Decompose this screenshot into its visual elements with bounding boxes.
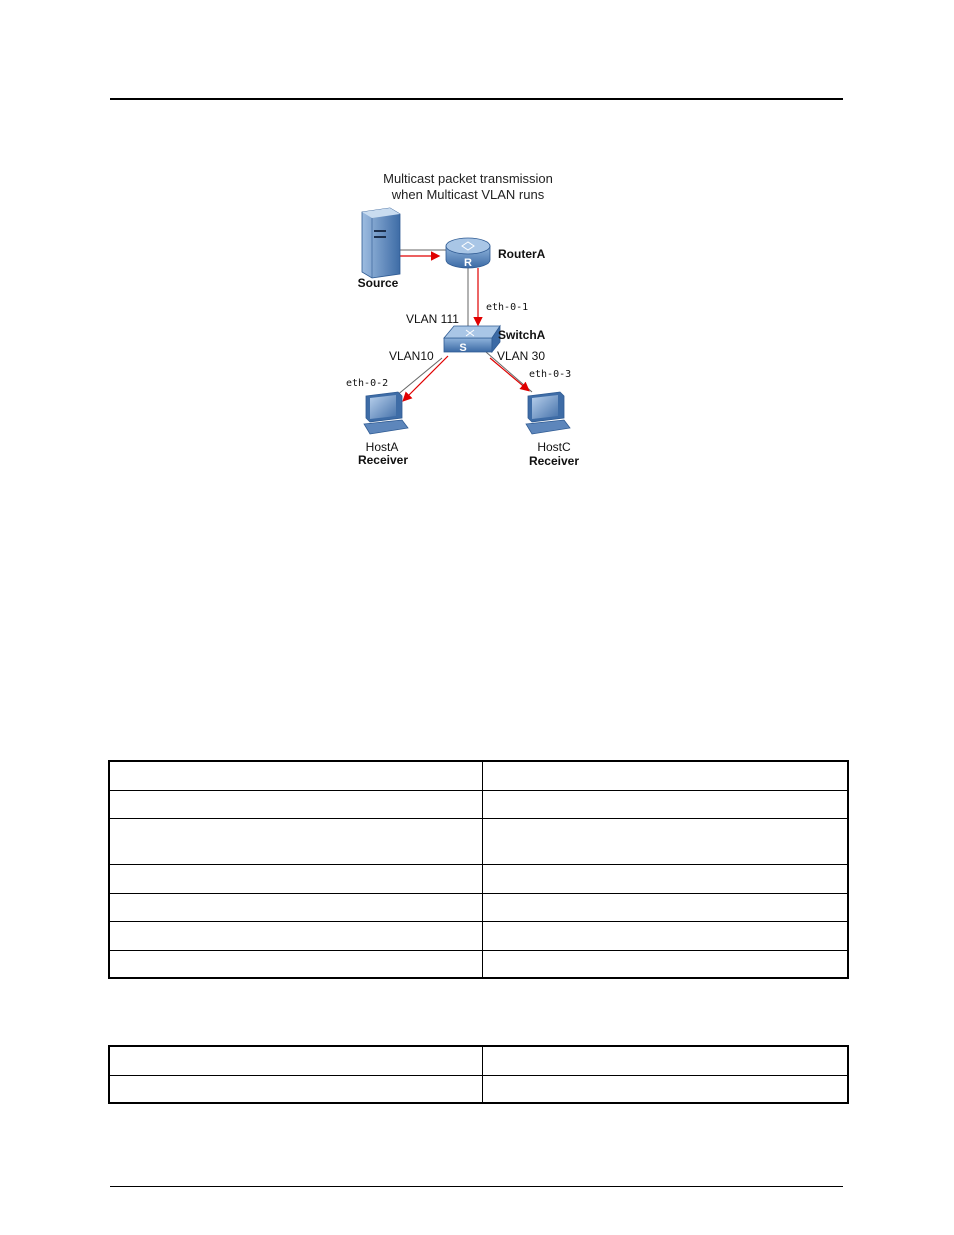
table-cell	[109, 790, 482, 818]
router-glyph: R	[464, 257, 472, 269]
vlan-right-label: VLAN 30	[497, 349, 546, 363]
router-label: RouterA	[498, 247, 546, 261]
table-row	[109, 864, 848, 893]
table-cell	[482, 790, 848, 818]
table-row	[109, 921, 848, 950]
table-row	[109, 818, 848, 864]
switch-label: SwitchA	[498, 328, 546, 342]
hosta-port-label: eth-0-2	[346, 378, 389, 389]
table-cell	[482, 761, 848, 790]
header-rule	[110, 98, 843, 100]
configuration-table-2	[108, 1045, 849, 1104]
table-cell	[109, 761, 482, 790]
table-row	[109, 893, 848, 921]
table-cell	[482, 950, 848, 978]
hostc-role: Receiver	[528, 454, 580, 468]
table-cell	[109, 818, 482, 864]
vlan-left-label: VLAN10	[389, 349, 434, 363]
table-row	[109, 761, 848, 790]
hosta-computer-icon	[364, 392, 408, 434]
router-port-label: eth-0-1	[486, 302, 529, 313]
router-icon	[446, 238, 490, 269]
multicast-vlan-topology-diagram	[320, 160, 620, 480]
table-cell	[109, 921, 482, 950]
switch-icon	[444, 326, 500, 354]
footer-rule	[110, 1186, 843, 1187]
table-cell	[109, 950, 482, 978]
table-cell	[109, 864, 482, 893]
configuration-table-1	[108, 760, 849, 979]
table-cell	[482, 1046, 848, 1075]
hosta-name: HostA	[365, 440, 399, 454]
source-label: Source	[357, 276, 399, 290]
diagram-title-line1: Multicast packet transmission	[383, 171, 553, 186]
table-row	[109, 1046, 848, 1075]
switch-hosta-link	[396, 358, 442, 396]
hostc-port-label: eth-0-3	[529, 369, 572, 380]
vlan-uplink-label: VLAN 111	[406, 312, 459, 326]
table-row	[109, 950, 848, 978]
table-cell	[109, 893, 482, 921]
switch-glyph: S	[459, 342, 467, 354]
table-cell	[482, 1075, 848, 1103]
hostc-computer-icon	[526, 392, 570, 434]
diagram-title-line2: when Multicast VLAN runs	[391, 187, 545, 202]
table-cell	[109, 1075, 482, 1103]
table-cell	[482, 893, 848, 921]
table-cell	[482, 864, 848, 893]
table-row	[109, 790, 848, 818]
source-server-icon	[362, 208, 400, 278]
table-cell	[482, 818, 848, 864]
table-cell	[109, 1046, 482, 1075]
hosta-role: Receiver	[357, 453, 409, 467]
table-cell	[482, 921, 848, 950]
hostc-name: HostC	[537, 440, 571, 454]
table-row	[109, 1075, 848, 1103]
